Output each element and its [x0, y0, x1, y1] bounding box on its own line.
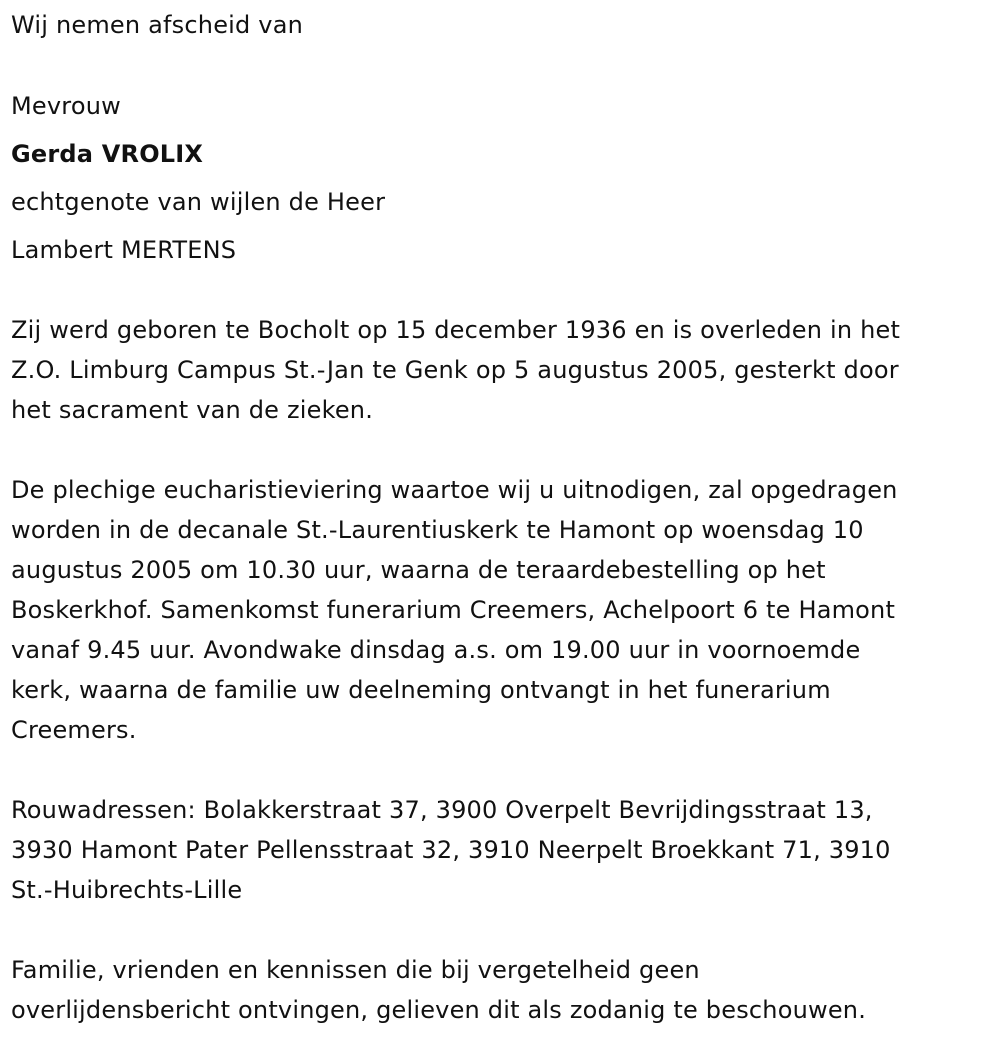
- ceremony-line: De plechige eucharistieviering waartoe wij u uitnodigen, zal opgedragen: [11, 476, 898, 504]
- birth-death-line: Zij werd geboren te Bocholt op 15 december 1936 en is overleden in het: [11, 316, 901, 344]
- ceremony-line: vanaf 9.45 uur. Avondwake dinsdag a.s. om 19.00 uur in voornoemde: [11, 636, 861, 664]
- address-line: 3930 Hamont Pater Pellensstraat 32, 3910 Neerpelt Broekkant 71, 3910: [11, 836, 891, 864]
- ceremony-line: Creemers.: [11, 716, 137, 744]
- title-prefix: Mevrouw: [11, 92, 121, 120]
- intro-line: Wij nemen afscheid van: [11, 11, 304, 39]
- ceremony-line: kerk, waarna de familie uw deelneming ontvangt in het funerarium: [11, 676, 831, 704]
- birth-death-line: Z.O. Limburg Campus St.-Jan te Genk op 5 augustus 2005, gesterkt door: [11, 356, 899, 384]
- addresses-paragraph: [11, 790, 996, 910]
- ceremony-line: augustus 2005 om 10.30 uur, waarna de teraardebestelling op het: [11, 556, 826, 584]
- spouse-name: Lambert MERTENS: [11, 236, 237, 264]
- birth-death-paragraph: [11, 310, 996, 430]
- closing-line: Familie, vrienden en kennissen die bij vergetelheid geen: [11, 956, 700, 984]
- ceremony-paragraph: [11, 470, 996, 750]
- ceremony-line: Boskerkhof. Samenkomst funerarium Creemers, Achelpoort 6 te Hamont: [11, 596, 896, 624]
- address-line: St.-Huibrechts-Lille: [11, 876, 243, 904]
- deceased-name: Gerda VROLIX: [11, 140, 204, 168]
- ceremony-line: worden in de decanale St.-Laurentiuskerk te Hamont op woensdag 10: [11, 516, 864, 544]
- closing-line: overlijdensbericht ontvingen, gelieven dit als zodanig te beschouwen.: [11, 996, 867, 1024]
- birth-death-line: het sacrament van de zieken.: [11, 396, 374, 424]
- address-line: Rouwadressen: Bolakkerstraat 37, 3900 Overpelt Bevrijdingsstraat 13,: [11, 796, 873, 824]
- spouse-relation: echtgenote van wijlen de Heer: [11, 188, 386, 216]
- closing-paragraph: [11, 950, 996, 1030]
